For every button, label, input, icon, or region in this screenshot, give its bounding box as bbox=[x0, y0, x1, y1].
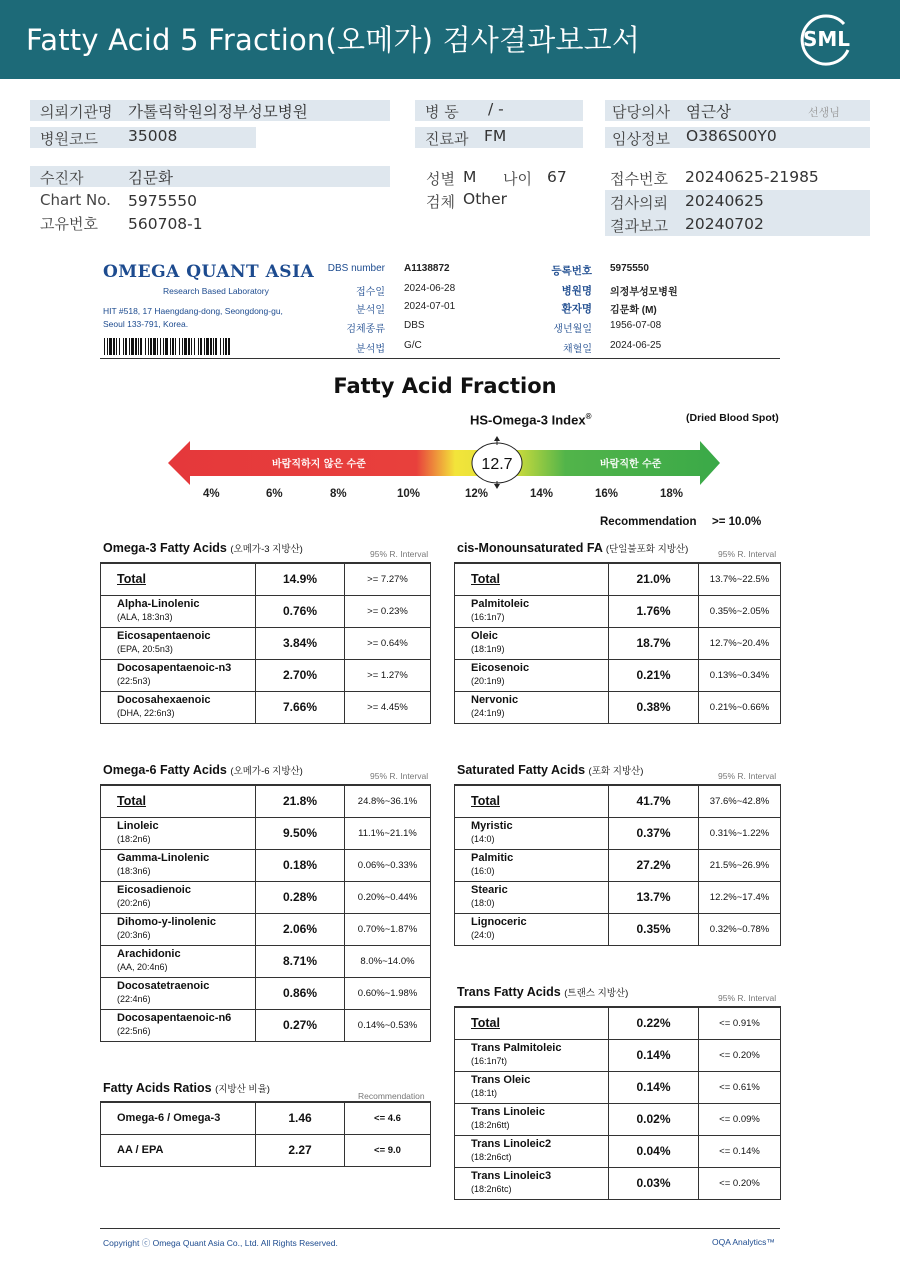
ratio-value: 2.27 bbox=[256, 1134, 345, 1166]
fatty-acid-value: 0.02% bbox=[609, 1103, 699, 1135]
mufa-title-en: cis-Monounsaturated FA bbox=[457, 541, 603, 555]
ratio-name-cell bbox=[101, 1102, 256, 1134]
fatty-acid-name: Trans Oleic bbox=[471, 1073, 531, 1086]
trans-title bbox=[457, 985, 628, 999]
mufa-table bbox=[454, 562, 781, 724]
omega3-table bbox=[100, 562, 431, 724]
trans-title-en: Trans Fatty Acids bbox=[457, 985, 561, 999]
fatty-acid-name: Docosapentaenoic-n6 bbox=[117, 1011, 232, 1024]
scale-tick: 4% bbox=[203, 488, 220, 500]
fatty-acid-value: 0.18% bbox=[256, 849, 345, 881]
fatty-acid-name-cell bbox=[101, 977, 256, 1009]
fatty-acid-notation: (AA, 20:4n6) bbox=[117, 961, 168, 972]
ratios-title-en: Fatty Acids Ratios bbox=[103, 1081, 212, 1095]
fatty-acid-notation: (20:1n9) bbox=[471, 675, 505, 686]
total-label-cell bbox=[455, 563, 609, 595]
fatty-acid-notation: (24:0) bbox=[471, 929, 495, 940]
total-value: 21.8% bbox=[256, 785, 345, 817]
table-row bbox=[101, 881, 431, 913]
scale-tick: 16% bbox=[595, 488, 619, 500]
fatty-acid-name-cell bbox=[101, 691, 256, 723]
fatty-acid-notation: (16:1n7t) bbox=[471, 1055, 508, 1066]
table-row bbox=[455, 627, 781, 659]
fatty-acid-name-cell bbox=[101, 1009, 256, 1041]
reception-label: 접수번호 bbox=[610, 170, 668, 188]
total-value: 41.7% bbox=[609, 785, 699, 817]
fatty-acid-name: Dihomo-y-linolenic bbox=[117, 915, 216, 928]
fatty-acid-name: Eicosadienoic bbox=[117, 883, 191, 896]
reception-value: 20240625-21985 bbox=[685, 168, 819, 186]
sex-label: 성별 bbox=[426, 170, 455, 188]
ratio-name-cell bbox=[101, 1134, 256, 1166]
fatty-acid-notation: (22:4n6) bbox=[117, 993, 151, 1004]
ward-value: / - bbox=[488, 100, 504, 118]
undesirable-label: 바람직하지 않은 수준 bbox=[272, 459, 366, 470]
reference-range: 0.60%~1.98% bbox=[345, 977, 431, 1009]
reference-range: 0.32%~0.78% bbox=[699, 913, 781, 945]
doctor-label: 담당의사 bbox=[612, 103, 670, 121]
table-row-total bbox=[455, 785, 781, 817]
table-row bbox=[455, 1103, 781, 1135]
table-row bbox=[101, 691, 431, 723]
fatty-acid-name: Trans Linoleic2 bbox=[471, 1137, 552, 1150]
lab-field-label: 등록번호 bbox=[551, 265, 592, 277]
table-row-total bbox=[455, 563, 781, 595]
ratio-name: Omega-6 / Omega-3 bbox=[117, 1111, 221, 1124]
fatty-acid-notation: (18:1n9) bbox=[471, 643, 505, 654]
doctor-suffix: 선생님 bbox=[808, 106, 840, 119]
reference-range: <= 0.20% bbox=[699, 1167, 781, 1199]
report-title: Fatty Acid 5 Fraction(오메가) 검사결과보고서 bbox=[26, 23, 641, 57]
ratios-title-ko: (지방산 비율) bbox=[215, 1084, 270, 1095]
ratio-recommendation: <= 9.0 bbox=[345, 1134, 431, 1166]
hospital-code-value: 35008 bbox=[128, 127, 178, 145]
fatty-acid-name-cell bbox=[455, 595, 609, 627]
fatty-acid-notation: (14:0) bbox=[471, 833, 495, 844]
table-row bbox=[455, 817, 781, 849]
lab-field-label: 환자명 bbox=[561, 303, 592, 315]
reference-range: >= 0.64% bbox=[345, 627, 431, 659]
fatty-acid-value: 3.84% bbox=[256, 627, 345, 659]
fatty-acid-notation: (16:0) bbox=[471, 865, 495, 876]
reference-range: 0.70%~1.87% bbox=[345, 913, 431, 945]
trans-table bbox=[454, 1006, 781, 1200]
fatty-acid-notation: (ALA, 18:3n3) bbox=[117, 611, 173, 622]
fatty-acid-value: 0.38% bbox=[609, 691, 699, 723]
reference-range: 0.13%~0.34% bbox=[699, 659, 781, 691]
table-row-total bbox=[455, 1007, 781, 1039]
fatty-acid-name: Linoleic bbox=[117, 819, 159, 832]
request-label: 검사의뢰 bbox=[610, 194, 668, 212]
total-value: 14.9% bbox=[256, 563, 345, 595]
unique-label: 고유번호 bbox=[40, 215, 98, 233]
fatty-acid-name: Oleic bbox=[471, 629, 498, 642]
omega6-table bbox=[100, 784, 431, 1042]
fatty-acid-name: Docosapentaenoic-n3 bbox=[117, 661, 232, 674]
fatty-acid-value: 2.06% bbox=[256, 913, 345, 945]
total-range: >= 7.27% bbox=[345, 563, 431, 595]
fatty-acid-name: Stearic bbox=[471, 883, 508, 896]
fatty-acid-notation: (18:2n6tt) bbox=[471, 1119, 510, 1130]
fatty-acid-value: 13.7% bbox=[609, 881, 699, 913]
total-label-cell bbox=[101, 785, 256, 817]
table-row bbox=[455, 1071, 781, 1103]
reference-range: 11.1%~21.1% bbox=[345, 817, 431, 849]
doctor-value: 염근상 bbox=[686, 103, 731, 121]
reference-range: 12.7%~20.4% bbox=[699, 627, 781, 659]
table-row bbox=[101, 1009, 431, 1041]
sfa-title bbox=[457, 763, 643, 777]
fatty-acid-name: Docosatetraenoic bbox=[117, 979, 210, 992]
fatty-acid-name-cell bbox=[455, 659, 609, 691]
reference-range: 12.2%~17.4% bbox=[699, 881, 781, 913]
fatty-acid-fraction-title: Fatty Acid Fraction bbox=[333, 374, 557, 398]
total-value: 21.0% bbox=[609, 563, 699, 595]
fatty-acid-name-cell bbox=[455, 1103, 609, 1135]
reference-range: 0.14%~0.53% bbox=[345, 1009, 431, 1041]
fatty-acid-notation: (20:3n6) bbox=[117, 929, 151, 940]
fatty-acid-value: 0.14% bbox=[609, 1039, 699, 1071]
lab-field-value: DBS bbox=[404, 320, 425, 331]
footer-divider bbox=[100, 1228, 780, 1229]
omega3-index-scale bbox=[160, 436, 730, 492]
total-value: 0.22% bbox=[609, 1007, 699, 1039]
fatty-acid-notation: (18:3n6) bbox=[117, 865, 151, 876]
table-row bbox=[101, 595, 431, 627]
clinical-label: 임상정보 bbox=[612, 130, 670, 148]
clinical-value: O386S00Y0 bbox=[686, 127, 777, 145]
lab-field-value: 5975550 bbox=[610, 263, 649, 274]
lab-address-1: HIT #518, 17 Haengdang-dong, Seongdong-gu, bbox=[103, 306, 283, 316]
index-value: 12.7 bbox=[481, 456, 513, 473]
reference-range: 0.35%~2.05% bbox=[699, 595, 781, 627]
table-row bbox=[101, 977, 431, 1009]
hospital-code-label: 병원코드 bbox=[40, 130, 98, 148]
fatty-acid-value: 0.03% bbox=[609, 1167, 699, 1199]
fatty-acid-name-cell bbox=[455, 1167, 609, 1199]
table-row bbox=[101, 627, 431, 659]
fatty-acid-value: 7.66% bbox=[256, 691, 345, 723]
recommendation-label: Recommendation bbox=[600, 516, 697, 528]
table-row bbox=[455, 659, 781, 691]
table-row bbox=[455, 849, 781, 881]
lab-field-label: DBS number bbox=[327, 263, 385, 274]
reference-interval-label: 95% R. Interval bbox=[718, 549, 777, 559]
lab-field-value: 2024-06-28 bbox=[404, 283, 456, 294]
fatty-acid-value: 8.71% bbox=[256, 945, 345, 977]
reference-range: <= 0.61% bbox=[699, 1071, 781, 1103]
report-value: 20240702 bbox=[685, 215, 764, 233]
fatty-acid-name-cell bbox=[101, 849, 256, 881]
fatty-acid-name-cell bbox=[101, 627, 256, 659]
mufa-title bbox=[457, 541, 688, 555]
report-label: 결과보고 bbox=[610, 217, 668, 235]
fatty-acid-value: 0.21% bbox=[609, 659, 699, 691]
fatty-acid-name: Palmitoleic bbox=[471, 597, 530, 610]
total-label: Total bbox=[471, 794, 500, 809]
fatty-acid-value: 0.35% bbox=[609, 913, 699, 945]
chart-value: 5975550 bbox=[128, 192, 198, 210]
omega6-title-ko: (오메가-6 지방산) bbox=[230, 766, 303, 777]
trans-title-ko: (트랜스 지방산) bbox=[564, 988, 629, 999]
table-row bbox=[101, 1134, 431, 1166]
sfa-title-ko: (포화 지방산) bbox=[588, 766, 644, 777]
oqa-analytics: OQA Analytics™ bbox=[712, 1237, 775, 1247]
reference-range: 0.06%~0.33% bbox=[345, 849, 431, 881]
table-row bbox=[455, 1135, 781, 1167]
request-value: 20240625 bbox=[685, 192, 764, 210]
fatty-acid-name-cell bbox=[101, 817, 256, 849]
fatty-acid-value: 0.14% bbox=[609, 1071, 699, 1103]
reference-interval-label: 95% R. Interval bbox=[370, 549, 429, 559]
sex-value: M bbox=[463, 168, 477, 186]
total-label: Total bbox=[471, 1016, 500, 1031]
specimen-note: (Dried Blood Spot) bbox=[686, 412, 779, 424]
fatty-acid-name: Eicosapentaenoic bbox=[117, 629, 211, 642]
fatty-acid-name: Trans Linoleic bbox=[471, 1105, 545, 1118]
lab-field-value: 1956-07-08 bbox=[610, 320, 662, 331]
examinee-value: 김문화 bbox=[128, 169, 173, 187]
total-label-cell bbox=[101, 563, 256, 595]
fatty-acid-name-cell bbox=[455, 1135, 609, 1167]
scale-tick: 8% bbox=[330, 488, 347, 500]
fatty-acid-notation: (18:2n6ct) bbox=[471, 1151, 512, 1162]
fatty-acid-notation: (18:1t) bbox=[471, 1087, 498, 1098]
institution-value: 가톨릭학원의정부성모병원 bbox=[128, 103, 308, 121]
omega3-title bbox=[103, 541, 303, 555]
lab-field-label: 생년월일 bbox=[553, 324, 592, 335]
fatty-acid-name: Arachidonic bbox=[117, 947, 181, 960]
lab-field-value: 의정부성모병원 bbox=[610, 287, 678, 298]
age-label: 나이 bbox=[503, 170, 532, 188]
omega3-title-ko: (오메가-3 지방산) bbox=[230, 544, 303, 555]
lab-field-value: 김문화 (M) bbox=[610, 305, 657, 316]
fatty-acid-name-cell bbox=[455, 913, 609, 945]
table-row bbox=[101, 817, 431, 849]
reference-range: 0.20%~0.44% bbox=[345, 881, 431, 913]
fatty-acid-name: Docosahexaenoic bbox=[117, 693, 211, 706]
table-row bbox=[101, 913, 431, 945]
total-range: 37.6%~42.8% bbox=[699, 785, 781, 817]
fatty-acid-value: 1.76% bbox=[609, 595, 699, 627]
total-label: Total bbox=[117, 572, 146, 587]
sfa-table bbox=[454, 784, 781, 946]
ratio-name: AA / EPA bbox=[117, 1143, 164, 1156]
reference-range: <= 0.14% bbox=[699, 1135, 781, 1167]
fatty-acid-name: Alpha-Linolenic bbox=[117, 597, 200, 610]
unique-value: 560708-1 bbox=[128, 215, 203, 233]
ratios-title bbox=[103, 1081, 270, 1095]
fatty-acid-name: Nervonic bbox=[471, 693, 519, 706]
fatty-acid-name: Eicosenoic bbox=[471, 661, 530, 674]
lab-field-label: 접수일 bbox=[356, 287, 385, 298]
institution-label: 의뢰기관명 bbox=[40, 103, 113, 121]
reference-interval-label: 95% R. Interval bbox=[370, 771, 429, 781]
fatty-acid-notation: (16:1n7) bbox=[471, 611, 505, 622]
total-range: 13.7%~22.5% bbox=[699, 563, 781, 595]
lab-field-value: 2024-07-01 bbox=[404, 301, 456, 312]
registered-mark: ® bbox=[585, 412, 592, 421]
omega6-title-en: Omega-6 Fatty Acids bbox=[103, 763, 227, 777]
fatty-acid-notation: (22:5n3) bbox=[117, 675, 151, 686]
total-label: Total bbox=[471, 572, 500, 587]
hs-omega3-title bbox=[470, 412, 592, 427]
scale-tick: 14% bbox=[530, 488, 554, 500]
table-row bbox=[455, 881, 781, 913]
fatty-acid-name-cell bbox=[101, 881, 256, 913]
fatty-acid-name-cell bbox=[101, 913, 256, 945]
fatty-acid-name-cell bbox=[455, 691, 609, 723]
examinee-bar bbox=[30, 166, 390, 187]
table-row bbox=[455, 595, 781, 627]
ratios-table bbox=[100, 1101, 431, 1167]
ratio-recommendation: <= 4.6 bbox=[345, 1102, 431, 1134]
reference-range: <= 0.09% bbox=[699, 1103, 781, 1135]
specimen-value: Other bbox=[463, 190, 508, 208]
fatty-acid-name: Gamma-Linolenic bbox=[117, 851, 210, 864]
lab-field-value: A1138872 bbox=[404, 263, 450, 274]
lab-field-label: 병원명 bbox=[561, 285, 592, 297]
fatty-acid-notation: (EPA, 20:5n3) bbox=[117, 643, 173, 654]
total-label: Total bbox=[117, 794, 146, 809]
lab-field-label: 채혈일 bbox=[563, 344, 592, 355]
fatty-acid-notation: (18:2n6tc) bbox=[471, 1183, 512, 1194]
desirable-label: 바람직한 수준 bbox=[600, 459, 662, 470]
scale-tick: 6% bbox=[266, 488, 283, 500]
fatty-acid-value: 0.04% bbox=[609, 1135, 699, 1167]
hs-omega3-name: HS-Omega-3 Index bbox=[470, 412, 586, 428]
reference-range: 0.31%~1.22% bbox=[699, 817, 781, 849]
fatty-acid-value: 0.86% bbox=[256, 977, 345, 1009]
total-label-cell bbox=[455, 785, 609, 817]
header-banner bbox=[0, 0, 900, 79]
mufa-title-ko: (단일불포화 지방산) bbox=[605, 544, 689, 555]
fatty-acid-notation: (24:1n9) bbox=[471, 707, 505, 718]
fatty-acid-value: 18.7% bbox=[609, 627, 699, 659]
fatty-acid-name-cell bbox=[455, 1039, 609, 1071]
ratios-recommendation-label: Recommendation bbox=[358, 1091, 425, 1101]
fatty-acid-name: Trans Linoleic3 bbox=[471, 1169, 552, 1182]
table-row bbox=[455, 1167, 781, 1199]
lab-address-2: Seoul 133-791, Korea. bbox=[103, 319, 189, 329]
fatty-acid-value: 2.70% bbox=[256, 659, 345, 691]
copyright: Copyright ⓒ Omega Quant Asia Co., Ltd. All Rights Reserved. bbox=[103, 1238, 338, 1248]
scale-tick: 10% bbox=[397, 488, 421, 500]
scale-tick: 12% bbox=[465, 488, 489, 500]
chart-label: Chart No. bbox=[40, 191, 111, 209]
fatty-acid-value: 0.27% bbox=[256, 1009, 345, 1041]
lab-field-value: 2024-06-25 bbox=[610, 340, 662, 351]
fatty-acid-notation: (22:5n6) bbox=[117, 1025, 151, 1036]
fatty-acid-name-cell bbox=[455, 627, 609, 659]
dept-label: 진료과 bbox=[425, 130, 469, 148]
lab-divider bbox=[100, 358, 780, 359]
reference-range: 21.5%~26.9% bbox=[699, 849, 781, 881]
omega6-title bbox=[103, 763, 303, 777]
barcode-icon bbox=[104, 338, 230, 355]
dept-value: FM bbox=[484, 127, 507, 145]
table-row bbox=[455, 1039, 781, 1071]
reference-range: <= 0.20% bbox=[699, 1039, 781, 1071]
fatty-acid-name-cell bbox=[455, 881, 609, 913]
fatty-acid-name-cell bbox=[455, 1071, 609, 1103]
fatty-acid-value: 0.28% bbox=[256, 881, 345, 913]
sml-logo-text: SML bbox=[803, 27, 851, 51]
fatty-acid-value: 9.50% bbox=[256, 817, 345, 849]
table-row bbox=[101, 1102, 431, 1134]
table-row bbox=[455, 913, 781, 945]
age-value: 67 bbox=[547, 168, 567, 186]
reference-range: >= 4.45% bbox=[345, 691, 431, 723]
fatty-acid-notation: (DHA, 22:6n3) bbox=[117, 707, 175, 718]
total-label-cell bbox=[455, 1007, 609, 1039]
reference-range: >= 1.27% bbox=[345, 659, 431, 691]
table-row bbox=[101, 849, 431, 881]
scale-tick: 18% bbox=[660, 488, 684, 500]
lab-field-label: 분석법 bbox=[356, 344, 385, 355]
reference-range: >= 0.23% bbox=[345, 595, 431, 627]
lab-field-value: G/C bbox=[404, 340, 422, 351]
fatty-acid-name-cell bbox=[101, 659, 256, 691]
fatty-acid-name-cell bbox=[101, 945, 256, 977]
specimen-label: 검체 bbox=[426, 193, 455, 211]
fatty-acid-value: 0.76% bbox=[256, 595, 345, 627]
ratio-value: 1.46 bbox=[256, 1102, 345, 1134]
lab-field-label: 검체종류 bbox=[346, 324, 385, 335]
fatty-acid-name: Palmitic bbox=[471, 851, 514, 864]
lab-logo: OMEGA QUANT ASIA bbox=[103, 262, 315, 282]
reference-interval-label: 95% R. Interval bbox=[718, 993, 777, 1003]
total-range: 24.8%~36.1% bbox=[345, 785, 431, 817]
reference-range: 8.0%~14.0% bbox=[345, 945, 431, 977]
table-row bbox=[455, 691, 781, 723]
reference-range: 0.21%~0.66% bbox=[699, 691, 781, 723]
sfa-title-en: Saturated Fatty Acids bbox=[457, 763, 586, 777]
fatty-acid-value: 0.37% bbox=[609, 817, 699, 849]
table-row bbox=[101, 659, 431, 691]
table-row-total bbox=[101, 563, 431, 595]
fatty-acid-notation: (18:2n6) bbox=[117, 833, 151, 844]
omega3-title-en: Omega-3 Fatty Acids bbox=[103, 541, 227, 555]
fatty-acid-name: Myristic bbox=[471, 819, 513, 832]
lab-subtitle: Research Based Laboratory bbox=[163, 286, 269, 296]
total-range: <= 0.91% bbox=[699, 1007, 781, 1039]
fatty-acid-name: Lignoceric bbox=[471, 915, 527, 928]
examinee-label: 수진자 bbox=[40, 169, 84, 187]
fatty-acid-name: Trans Palmitoleic bbox=[471, 1041, 562, 1054]
ward-label: 병 동 bbox=[425, 103, 459, 121]
recommendation-value: >= 10.0% bbox=[712, 516, 762, 528]
table-row-total bbox=[101, 785, 431, 817]
fatty-acid-name-cell bbox=[101, 595, 256, 627]
fatty-acid-value: 27.2% bbox=[609, 849, 699, 881]
fatty-acid-notation: (20:2n6) bbox=[117, 897, 151, 908]
fatty-acid-name-cell bbox=[455, 817, 609, 849]
reference-interval-label: 95% R. Interval bbox=[718, 771, 777, 781]
lab-field-label: 분석일 bbox=[356, 305, 385, 316]
index-marker bbox=[472, 436, 522, 489]
fatty-acid-name-cell bbox=[455, 849, 609, 881]
table-row bbox=[101, 945, 431, 977]
fatty-acid-notation: (18:0) bbox=[471, 897, 495, 908]
